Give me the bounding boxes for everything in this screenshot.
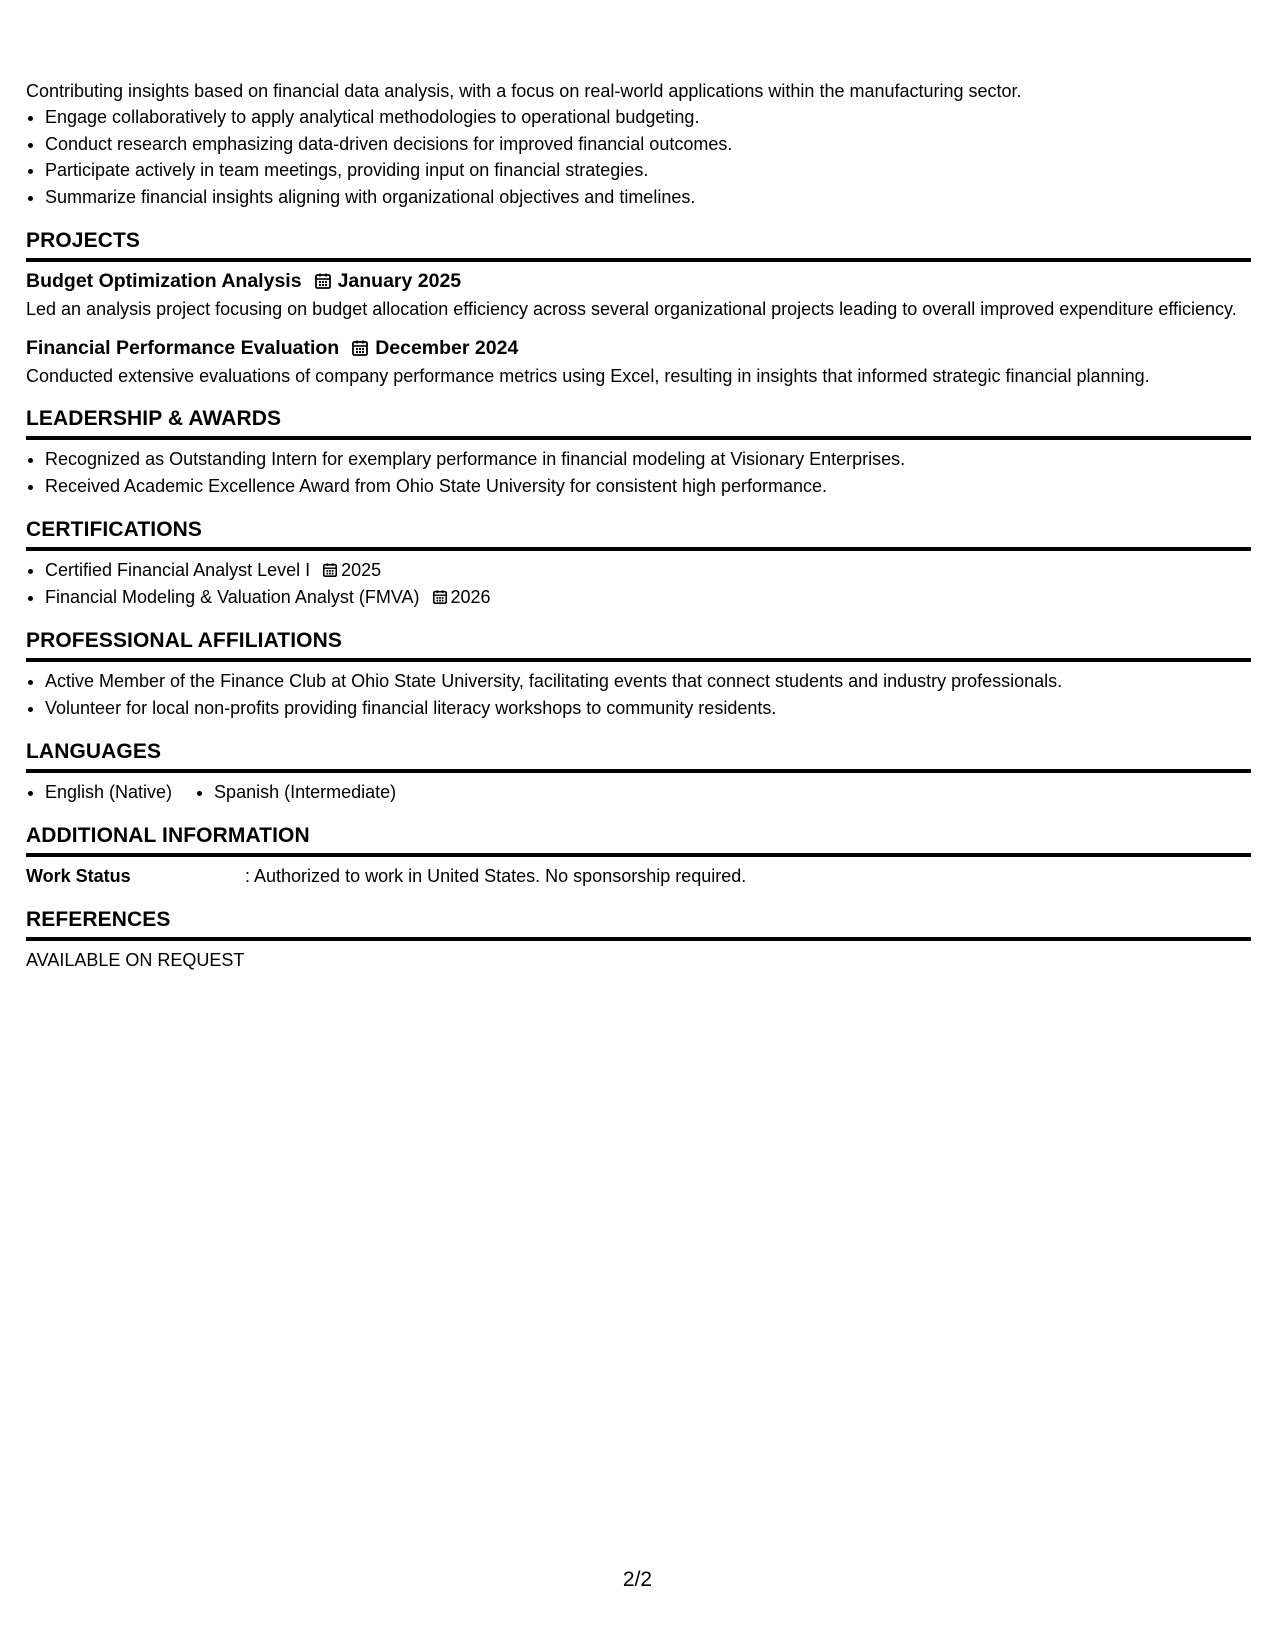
- leadership-list: [26, 446, 1251, 499]
- additional-section: [26, 823, 1251, 889]
- certifications-list: [26, 557, 1251, 610]
- project-description: Led an analysis project focusing on budget allocation efficiency across several organizational projects leading to overall improved expenditure efficiency.: [26, 299, 1237, 319]
- references-text: AVAILABLE ON REQUEST: [26, 950, 245, 970]
- references-section: [26, 907, 1251, 973]
- section-title-languages: LANGUAGES: [26, 739, 1251, 773]
- project-item: [26, 268, 1251, 321]
- project-description: Conducted extensive evaluations of company performance metrics using Excel, resulting in insights that informed strategic financial planning.: [26, 366, 1150, 386]
- project-item: [26, 335, 1251, 388]
- list-item: • Engage collaboratively to apply analytical methodologies to operational budgeting.: [45, 104, 1251, 131]
- leadership-body: [26, 446, 1251, 499]
- experience-summary: Contributing insights based on financial data analysis, with a focus on real-world applications within the manufacturing sector.: [26, 81, 1022, 101]
- projects-list: [26, 268, 1251, 388]
- experience-continuation: [26, 78, 1251, 210]
- projects-section: [26, 228, 1251, 388]
- languages-list: [26, 779, 1251, 805]
- work-status-row: [26, 863, 1251, 889]
- list-item: • Recognized as Outstanding Intern for exemplary performance in financial modeling at Visionary Enterprises.: [45, 446, 1251, 473]
- list-item: • Received Academic Excellence Award from Ohio State University for consistent high performance.: [45, 473, 1251, 500]
- page-number: 2/2: [622, 1568, 653, 1591]
- calendar-icon: [322, 562, 338, 578]
- resume-page: [26, 78, 1251, 973]
- list-item: • Conduct research emphasizing data-driven decisions for improved financial outcomes.: [45, 131, 1251, 158]
- project-date: December 2024: [375, 337, 519, 359]
- list-item: • Participate actively in team meetings, providing input on financial strategies.: [45, 157, 1251, 184]
- affiliations-list: [26, 668, 1251, 721]
- project-date: January 2025: [337, 270, 462, 292]
- certifications-body: [26, 557, 1251, 610]
- work-status-value: : Authorized to work in United States. No sponsorship required.: [245, 866, 747, 886]
- list-item: [45, 557, 1251, 584]
- certification-year: 2026: [450, 586, 491, 607]
- section-title-additional: ADDITIONAL INFORMATION: [26, 823, 1251, 857]
- list-item: • Active Member of the Finance Club at Ohio State University, facilitating events that connect students and industry professionals.: [45, 668, 1251, 695]
- language-item: • English (Native): [45, 779, 172, 805]
- experience-bullets: [26, 104, 1251, 210]
- certification-name: • Financial Modeling & Valuation Analyst (FMVA): [45, 586, 420, 607]
- section-title-projects: PROJECTS: [26, 228, 1251, 262]
- additional-body: [26, 863, 1251, 889]
- list-item: • Volunteer for local non-profits providing financial literacy workshops to community residents.: [45, 695, 1251, 722]
- section-title-affiliations: PROFESSIONAL AFFILIATIONS: [26, 628, 1251, 662]
- certification-year: 2025: [341, 560, 382, 580]
- certifications-section: [26, 517, 1251, 610]
- certification-name: • Certified Financial Analyst Level I: [45, 560, 311, 580]
- references-body: [26, 947, 1251, 973]
- languages-body: [26, 779, 1251, 805]
- project-heading: [26, 335, 1251, 361]
- affiliations-section: [26, 628, 1251, 721]
- calendar-icon: [351, 339, 369, 357]
- section-title-leadership: LEADERSHIP & AWARDS: [26, 406, 1251, 440]
- section-title-certifications: CERTIFICATIONS: [26, 517, 1251, 551]
- calendar-icon: [314, 272, 332, 290]
- work-status-label: Work Status: [26, 866, 131, 886]
- section-title-references: REFERENCES: [26, 907, 1251, 941]
- languages-section: [26, 739, 1251, 805]
- project-heading: [26, 268, 1251, 294]
- list-item: [45, 584, 1251, 611]
- certification-entry: [45, 584, 1251, 611]
- language-item: • Spanish (Intermediate): [214, 779, 396, 805]
- project-name: Financial Performance Evaluation: [26, 337, 340, 359]
- leadership-section: [26, 406, 1251, 499]
- calendar-icon: [432, 589, 448, 605]
- certification-entry: [45, 557, 1251, 584]
- project-name: Budget Optimization Analysis: [26, 270, 302, 292]
- list-item: • Summarize financial insights aligning with organizational objectives and timelines.: [45, 184, 1251, 211]
- affiliations-body: [26, 668, 1251, 721]
